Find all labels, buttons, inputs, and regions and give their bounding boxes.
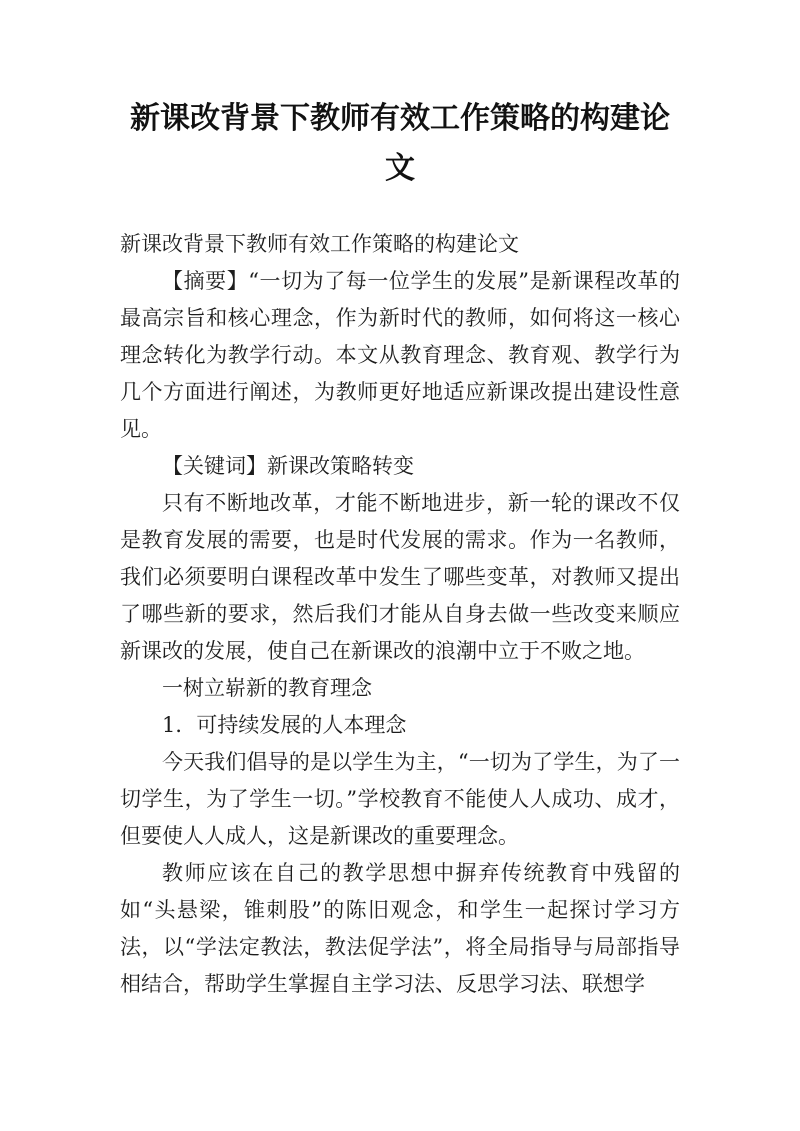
subtitle-paragraph: 新课改背景下教师有效工作策略的构建论文 [120, 232, 519, 256]
keywords-paragraph: 【关键词】新课改策略转变 [162, 454, 414, 478]
body-paragraph: 今天我们倡导的是以学生为主，“一切为了学生，为了一切学生，为了学生一切。”学校教育不能使人人成功、成才，但要使人人成人，这是新课改的重要理念。 [120, 750, 680, 848]
body-paragraph: 教师应该在自己的教学思想中摒弃传统教育中残留的如“头悬梁，锥刺股”的陈旧观念，和学生一起探讨学习方法，以“学法定教法，教法促学法”，将全局指导与局部指导相结合，帮助学生掌握自主学习法、反思学习法、联想学 [120, 861, 680, 996]
section-heading: 一树立崭新的教育理念 [162, 676, 372, 700]
intro-paragraph: 只有不断地改革，才能不断地进步，新一轮的课改不仅是教育发展的需要，也是时代发展的需求。作为一名教师，我们必须要明白课程改革中发生了哪些变革，对教师又提出了哪些新的要求，然后我们才能从自身去做一些改变来顺应新课改的发展，使自己在新课改的浪潮中立于不败之地。 [120, 491, 680, 663]
document-title [120, 94, 680, 194]
title-line-2: 文 [385, 151, 415, 186]
abstract-paragraph: 【摘要】“一切为了每一位学生的发展”是新课程改革的最高宗旨和核心理念，作为新时代的教师，如何将这一核心理念转化为教学行动。本文从教育理念、教育观、教学行为几个方面进行阐述，为教师更好地适应新课改提出建设性意见。 [120, 269, 680, 441]
title-line-1: 新课改背景下教师有效工作策略的构建论 [130, 101, 670, 136]
subsection-heading: 1．可持续发展的人本理念 [162, 713, 407, 737]
document-body [120, 226, 680, 1003]
